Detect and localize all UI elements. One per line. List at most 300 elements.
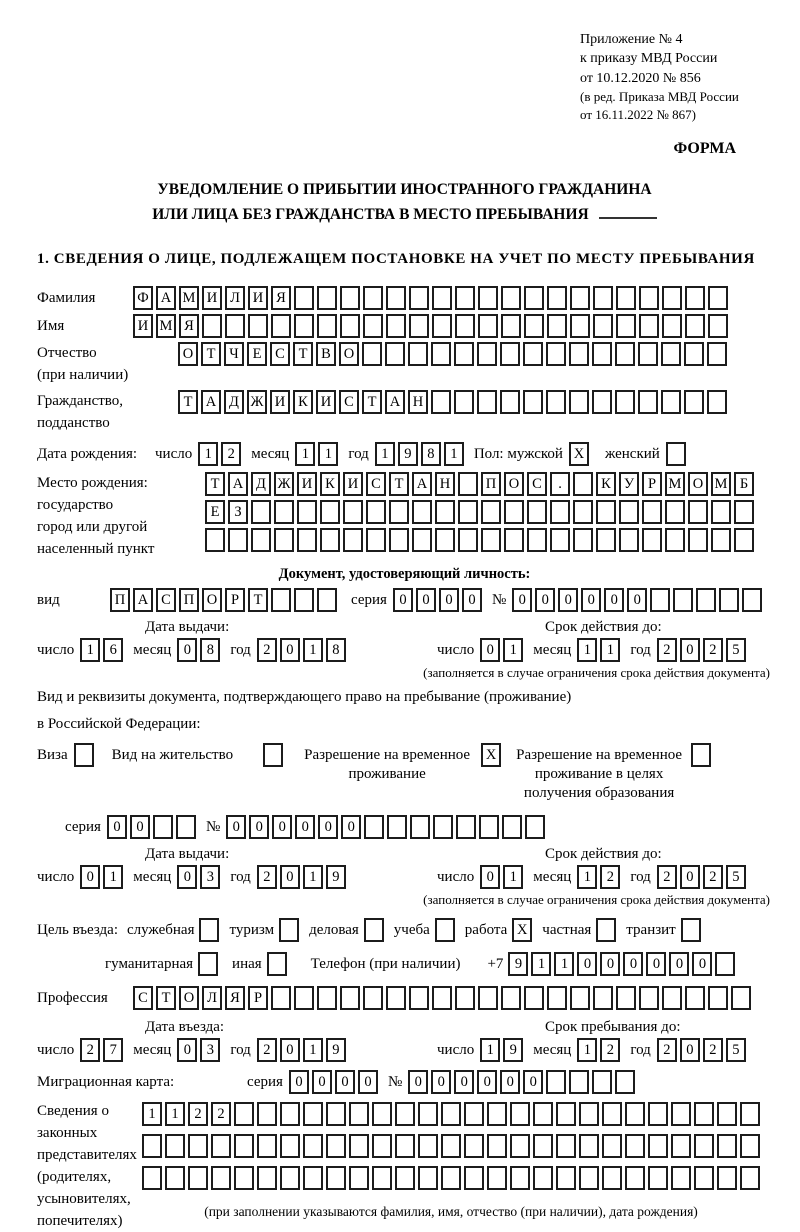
char-cell[interactable]: 1 xyxy=(303,638,323,662)
char-cell[interactable] xyxy=(412,528,432,552)
char-cell[interactable]: 8 xyxy=(326,638,346,662)
char-cell[interactable]: 0 xyxy=(462,588,482,612)
char-cell[interactable] xyxy=(257,1166,277,1190)
char-cell[interactable] xyxy=(708,286,728,310)
char-cell[interactable] xyxy=(456,815,476,839)
char-cell[interactable]: 0 xyxy=(272,815,292,839)
char-cell[interactable]: 0 xyxy=(393,588,413,612)
char-cell[interactable] xyxy=(478,314,498,338)
char-cell[interactable] xyxy=(523,390,543,414)
char-cell[interactable] xyxy=(500,390,520,414)
char-cell[interactable] xyxy=(435,528,455,552)
char-cell[interactable] xyxy=(412,500,432,524)
char-cell[interactable]: 3 xyxy=(200,865,220,889)
char-cell[interactable] xyxy=(317,588,337,612)
char-cell[interactable]: 1 xyxy=(375,442,395,466)
char-cell[interactable] xyxy=(593,986,613,1010)
char-cell[interactable] xyxy=(688,500,708,524)
char-cell[interactable] xyxy=(294,986,314,1010)
char-cell[interactable] xyxy=(592,390,612,414)
char-cell[interactable] xyxy=(694,1102,714,1126)
char-cell[interactable]: 0 xyxy=(669,952,689,976)
char-cell[interactable]: 2 xyxy=(257,865,277,889)
char-cell[interactable] xyxy=(504,500,524,524)
char-cell[interactable] xyxy=(263,743,283,767)
char-cell[interactable]: 0 xyxy=(280,865,300,889)
char-cell[interactable] xyxy=(685,314,705,338)
char-cell[interactable] xyxy=(556,1102,576,1126)
char-cell[interactable] xyxy=(616,286,636,310)
char-cell[interactable]: А xyxy=(201,390,221,414)
char-cell[interactable]: О xyxy=(178,342,198,366)
char-cell[interactable]: С xyxy=(339,390,359,414)
char-cell[interactable] xyxy=(662,986,682,1010)
char-cell[interactable] xyxy=(271,588,291,612)
char-cell[interactable] xyxy=(228,528,248,552)
char-cell[interactable] xyxy=(294,314,314,338)
char-cell[interactable]: И xyxy=(202,286,222,310)
char-cell[interactable] xyxy=(433,815,453,839)
char-cell[interactable] xyxy=(694,1166,714,1190)
char-cell[interactable]: Ж xyxy=(274,472,294,496)
char-cell[interactable] xyxy=(431,342,451,366)
char-cell[interactable] xyxy=(409,314,429,338)
char-cell[interactable] xyxy=(280,1102,300,1126)
char-cell[interactable]: 2 xyxy=(657,1038,677,1062)
char-cell[interactable]: 8 xyxy=(421,442,441,466)
char-cell[interactable] xyxy=(251,528,271,552)
char-cell[interactable] xyxy=(441,1102,461,1126)
char-cell[interactable] xyxy=(717,1166,737,1190)
char-cell[interactable]: 0 xyxy=(177,1038,197,1062)
char-cell[interactable] xyxy=(648,1134,668,1158)
char-cell[interactable]: Б xyxy=(734,472,754,496)
char-cell[interactable] xyxy=(500,342,520,366)
char-cell[interactable] xyxy=(666,442,686,466)
char-cell[interactable] xyxy=(478,986,498,1010)
char-cell[interactable]: 1 xyxy=(142,1102,162,1126)
char-cell[interactable] xyxy=(364,815,384,839)
char-cell[interactable] xyxy=(740,1102,760,1126)
char-cell[interactable]: О xyxy=(504,472,524,496)
char-cell[interactable] xyxy=(719,588,739,612)
char-cell[interactable] xyxy=(211,1166,231,1190)
char-cell[interactable]: 0 xyxy=(358,1070,378,1094)
char-cell[interactable]: 7 xyxy=(103,1038,123,1062)
char-cell[interactable] xyxy=(317,286,337,310)
char-cell[interactable] xyxy=(504,528,524,552)
char-cell[interactable]: Ж xyxy=(247,390,267,414)
char-cell[interactable] xyxy=(74,743,94,767)
char-cell[interactable] xyxy=(198,952,218,976)
char-cell[interactable]: П xyxy=(179,588,199,612)
char-cell[interactable] xyxy=(340,986,360,1010)
char-cell[interactable] xyxy=(271,986,291,1010)
char-cell[interactable] xyxy=(188,1166,208,1190)
char-cell[interactable]: С xyxy=(366,472,386,496)
char-cell[interactable]: Т xyxy=(389,472,409,496)
char-cell[interactable] xyxy=(650,588,670,612)
char-cell[interactable] xyxy=(550,528,570,552)
char-cell[interactable] xyxy=(673,588,693,612)
char-cell[interactable] xyxy=(685,986,705,1010)
char-cell[interactable] xyxy=(616,986,636,1010)
char-cell[interactable]: Ч xyxy=(224,342,244,366)
char-cell[interactable]: 0 xyxy=(295,815,315,839)
char-cell[interactable]: 3 xyxy=(200,1038,220,1062)
char-cell[interactable] xyxy=(418,1166,438,1190)
char-cell[interactable] xyxy=(418,1134,438,1158)
char-cell[interactable] xyxy=(176,815,196,839)
char-cell[interactable]: 0 xyxy=(646,952,666,976)
char-cell[interactable] xyxy=(464,1102,484,1126)
char-cell[interactable] xyxy=(303,1102,323,1126)
char-cell[interactable] xyxy=(320,500,340,524)
char-cell[interactable]: 1 xyxy=(503,865,523,889)
char-cell[interactable] xyxy=(546,390,566,414)
char-cell[interactable]: 0 xyxy=(600,952,620,976)
char-cell[interactable]: З xyxy=(228,500,248,524)
char-cell[interactable] xyxy=(441,1134,461,1158)
char-cell[interactable] xyxy=(364,918,384,942)
char-cell[interactable] xyxy=(326,1102,346,1126)
char-cell[interactable] xyxy=(638,390,658,414)
char-cell[interactable] xyxy=(502,815,522,839)
char-cell[interactable]: У xyxy=(619,472,639,496)
char-cell[interactable] xyxy=(579,1166,599,1190)
char-cell[interactable] xyxy=(671,1166,691,1190)
char-cell[interactable] xyxy=(524,314,544,338)
char-cell[interactable] xyxy=(684,390,704,414)
char-cell[interactable]: Т xyxy=(201,342,221,366)
char-cell[interactable]: И xyxy=(343,472,363,496)
char-cell[interactable]: 0 xyxy=(577,952,597,976)
char-cell[interactable]: 5 xyxy=(726,638,746,662)
char-cell[interactable]: Е xyxy=(247,342,267,366)
char-cell[interactable] xyxy=(596,528,616,552)
char-cell[interactable] xyxy=(685,286,705,310)
char-cell[interactable]: 0 xyxy=(623,952,643,976)
char-cell[interactable]: 2 xyxy=(600,1038,620,1062)
char-cell[interactable] xyxy=(592,342,612,366)
char-cell[interactable] xyxy=(372,1102,392,1126)
char-cell[interactable] xyxy=(280,1134,300,1158)
char-cell[interactable]: 1 xyxy=(165,1102,185,1126)
char-cell[interactable] xyxy=(432,986,452,1010)
char-cell[interactable] xyxy=(477,390,497,414)
char-cell[interactable] xyxy=(326,1166,346,1190)
char-cell[interactable] xyxy=(569,1070,589,1094)
char-cell[interactable] xyxy=(366,528,386,552)
char-cell[interactable] xyxy=(524,986,544,1010)
char-cell[interactable] xyxy=(366,500,386,524)
char-cell[interactable] xyxy=(707,342,727,366)
char-cell[interactable]: 2 xyxy=(211,1102,231,1126)
char-cell[interactable] xyxy=(510,1134,530,1158)
char-cell[interactable] xyxy=(696,588,716,612)
char-cell[interactable] xyxy=(478,286,498,310)
char-cell[interactable] xyxy=(435,500,455,524)
char-cell[interactable] xyxy=(386,286,406,310)
char-cell[interactable] xyxy=(533,1134,553,1158)
char-cell[interactable]: 0 xyxy=(680,1038,700,1062)
char-cell[interactable]: 0 xyxy=(318,815,338,839)
char-cell[interactable]: 0 xyxy=(107,815,127,839)
char-cell[interactable]: И xyxy=(248,286,268,310)
char-cell[interactable]: 0 xyxy=(627,588,647,612)
char-cell[interactable]: 0 xyxy=(177,865,197,889)
char-cell[interactable]: Т xyxy=(205,472,225,496)
char-cell[interactable]: 2 xyxy=(257,1038,277,1062)
char-cell[interactable]: 0 xyxy=(477,1070,497,1094)
char-cell[interactable] xyxy=(569,390,589,414)
char-cell[interactable] xyxy=(533,1102,553,1126)
char-cell[interactable]: Д xyxy=(251,472,271,496)
char-cell[interactable]: 0 xyxy=(535,588,555,612)
char-cell[interactable]: Т xyxy=(178,390,198,414)
char-cell[interactable] xyxy=(615,342,635,366)
char-cell[interactable] xyxy=(487,1134,507,1158)
char-cell[interactable] xyxy=(409,286,429,310)
char-cell[interactable]: 0 xyxy=(289,1070,309,1094)
char-cell[interactable]: 0 xyxy=(480,638,500,662)
char-cell[interactable] xyxy=(742,588,762,612)
char-cell[interactable] xyxy=(458,500,478,524)
char-cell[interactable]: Л xyxy=(202,986,222,1010)
char-cell[interactable] xyxy=(317,314,337,338)
char-cell[interactable]: 1 xyxy=(600,638,620,662)
char-cell[interactable] xyxy=(547,986,567,1010)
char-cell[interactable] xyxy=(694,1134,714,1158)
char-cell[interactable] xyxy=(363,314,383,338)
char-cell[interactable]: М xyxy=(156,314,176,338)
char-cell[interactable] xyxy=(665,500,685,524)
char-cell[interactable] xyxy=(715,952,735,976)
char-cell[interactable]: 2 xyxy=(80,1038,100,1062)
char-cell[interactable] xyxy=(711,500,731,524)
char-cell[interactable]: Т xyxy=(293,342,313,366)
char-cell[interactable]: X xyxy=(512,918,532,942)
char-cell[interactable]: 0 xyxy=(312,1070,332,1094)
char-cell[interactable] xyxy=(211,1134,231,1158)
char-cell[interactable] xyxy=(234,1134,254,1158)
char-cell[interactable]: 0 xyxy=(480,865,500,889)
char-cell[interactable]: 2 xyxy=(221,442,241,466)
char-cell[interactable] xyxy=(153,815,173,839)
char-cell[interactable]: X xyxy=(481,743,501,767)
char-cell[interactable]: 5 xyxy=(726,865,746,889)
char-cell[interactable] xyxy=(639,314,659,338)
char-cell[interactable]: 0 xyxy=(512,588,532,612)
char-cell[interactable]: 6 xyxy=(103,638,123,662)
char-cell[interactable] xyxy=(523,342,543,366)
char-cell[interactable]: Н xyxy=(435,472,455,496)
char-cell[interactable] xyxy=(619,500,639,524)
char-cell[interactable]: 0 xyxy=(226,815,246,839)
char-cell[interactable] xyxy=(340,314,360,338)
char-cell[interactable]: . xyxy=(550,472,570,496)
char-cell[interactable] xyxy=(297,528,317,552)
char-cell[interactable] xyxy=(279,918,299,942)
char-cell[interactable]: Р xyxy=(248,986,268,1010)
char-cell[interactable] xyxy=(642,528,662,552)
char-cell[interactable] xyxy=(615,1070,635,1094)
char-cell[interactable] xyxy=(602,1166,622,1190)
char-cell[interactable]: 0 xyxy=(581,588,601,612)
char-cell[interactable] xyxy=(409,986,429,1010)
char-cell[interactable] xyxy=(661,342,681,366)
char-cell[interactable]: 1 xyxy=(303,865,323,889)
char-cell[interactable]: 0 xyxy=(500,1070,520,1094)
char-cell[interactable] xyxy=(142,1134,162,1158)
char-cell[interactable] xyxy=(320,528,340,552)
char-cell[interactable] xyxy=(455,986,475,1010)
char-cell[interactable] xyxy=(389,528,409,552)
char-cell[interactable]: 0 xyxy=(249,815,269,839)
char-cell[interactable]: О xyxy=(339,342,359,366)
char-cell[interactable] xyxy=(524,286,544,310)
char-cell[interactable]: О xyxy=(179,986,199,1010)
char-cell[interactable] xyxy=(662,314,682,338)
char-cell[interactable] xyxy=(441,1166,461,1190)
char-cell[interactable] xyxy=(274,528,294,552)
char-cell[interactable] xyxy=(458,472,478,496)
char-cell[interactable]: X xyxy=(569,442,589,466)
char-cell[interactable] xyxy=(372,1134,392,1158)
char-cell[interactable]: Я xyxy=(225,986,245,1010)
char-cell[interactable] xyxy=(734,528,754,552)
char-cell[interactable] xyxy=(199,918,219,942)
char-cell[interactable] xyxy=(602,1134,622,1158)
char-cell[interactable] xyxy=(418,1102,438,1126)
char-cell[interactable] xyxy=(317,986,337,1010)
char-cell[interactable]: 1 xyxy=(80,638,100,662)
char-cell[interactable] xyxy=(349,1166,369,1190)
char-cell[interactable]: А xyxy=(156,286,176,310)
char-cell[interactable]: 0 xyxy=(280,1038,300,1062)
char-cell[interactable] xyxy=(546,1070,566,1094)
char-cell[interactable] xyxy=(386,986,406,1010)
char-cell[interactable]: 2 xyxy=(188,1102,208,1126)
char-cell[interactable] xyxy=(593,286,613,310)
char-cell[interactable]: И xyxy=(297,472,317,496)
char-cell[interactable]: 0 xyxy=(454,1070,474,1094)
char-cell[interactable]: 0 xyxy=(341,815,361,839)
char-cell[interactable] xyxy=(684,342,704,366)
char-cell[interactable]: Е xyxy=(205,500,225,524)
char-cell[interactable] xyxy=(455,314,475,338)
char-cell[interactable] xyxy=(638,342,658,366)
char-cell[interactable] xyxy=(570,314,590,338)
char-cell[interactable] xyxy=(625,1166,645,1190)
char-cell[interactable]: Я xyxy=(179,314,199,338)
char-cell[interactable]: П xyxy=(481,472,501,496)
char-cell[interactable] xyxy=(343,528,363,552)
char-cell[interactable] xyxy=(619,528,639,552)
char-cell[interactable] xyxy=(385,342,405,366)
char-cell[interactable] xyxy=(303,1166,323,1190)
char-cell[interactable]: 1 xyxy=(198,442,218,466)
char-cell[interactable] xyxy=(458,528,478,552)
char-cell[interactable]: М xyxy=(665,472,685,496)
char-cell[interactable] xyxy=(142,1166,162,1190)
char-cell[interactable] xyxy=(477,342,497,366)
char-cell[interactable]: 9 xyxy=(326,865,346,889)
char-cell[interactable]: С xyxy=(270,342,290,366)
char-cell[interactable]: 9 xyxy=(326,1038,346,1062)
char-cell[interactable]: 2 xyxy=(703,1038,723,1062)
char-cell[interactable]: А xyxy=(385,390,405,414)
char-cell[interactable]: И xyxy=(133,314,153,338)
char-cell[interactable] xyxy=(408,342,428,366)
char-cell[interactable] xyxy=(303,1134,323,1158)
char-cell[interactable] xyxy=(501,286,521,310)
char-cell[interactable] xyxy=(431,390,451,414)
char-cell[interactable]: 0 xyxy=(177,638,197,662)
char-cell[interactable] xyxy=(202,314,222,338)
char-cell[interactable] xyxy=(479,815,499,839)
char-cell[interactable] xyxy=(570,286,590,310)
char-cell[interactable]: 0 xyxy=(439,588,459,612)
char-cell[interactable] xyxy=(556,1134,576,1158)
char-cell[interactable]: Т xyxy=(362,390,382,414)
char-cell[interactable] xyxy=(648,1102,668,1126)
char-cell[interactable] xyxy=(165,1166,185,1190)
char-cell[interactable]: 0 xyxy=(680,638,700,662)
char-cell[interactable] xyxy=(596,918,616,942)
char-cell[interactable] xyxy=(579,1134,599,1158)
char-cell[interactable] xyxy=(671,1102,691,1126)
char-cell[interactable] xyxy=(740,1134,760,1158)
char-cell[interactable] xyxy=(573,500,593,524)
char-cell[interactable] xyxy=(639,986,659,1010)
char-cell[interactable] xyxy=(510,1166,530,1190)
char-cell[interactable] xyxy=(274,500,294,524)
char-cell[interactable]: 1 xyxy=(295,442,315,466)
char-cell[interactable] xyxy=(556,1166,576,1190)
char-cell[interactable]: 5 xyxy=(726,1038,746,1062)
char-cell[interactable]: 0 xyxy=(680,865,700,889)
char-cell[interactable]: 2 xyxy=(703,865,723,889)
char-cell[interactable]: М xyxy=(711,472,731,496)
char-cell[interactable]: 9 xyxy=(503,1038,523,1062)
char-cell[interactable]: С xyxy=(133,986,153,1010)
char-cell[interactable] xyxy=(731,986,751,1010)
char-cell[interactable] xyxy=(432,314,452,338)
char-cell[interactable] xyxy=(455,286,475,310)
char-cell[interactable] xyxy=(671,1134,691,1158)
char-cell[interactable] xyxy=(205,528,225,552)
char-cell[interactable] xyxy=(570,986,590,1010)
char-cell[interactable] xyxy=(592,1070,612,1094)
char-cell[interactable] xyxy=(625,1102,645,1126)
char-cell[interactable] xyxy=(248,314,268,338)
char-cell[interactable]: 0 xyxy=(604,588,624,612)
char-cell[interactable]: 1 xyxy=(480,1038,500,1062)
char-cell[interactable] xyxy=(487,1102,507,1126)
char-cell[interactable]: 1 xyxy=(554,952,574,976)
char-cell[interactable]: К xyxy=(320,472,340,496)
char-cell[interactable]: Т xyxy=(156,986,176,1010)
char-cell[interactable] xyxy=(711,528,731,552)
char-cell[interactable] xyxy=(639,286,659,310)
char-cell[interactable]: 1 xyxy=(303,1038,323,1062)
char-cell[interactable] xyxy=(691,743,711,767)
char-cell[interactable] xyxy=(454,342,474,366)
char-cell[interactable] xyxy=(257,1102,277,1126)
char-cell[interactable] xyxy=(527,528,547,552)
char-cell[interactable] xyxy=(642,500,662,524)
